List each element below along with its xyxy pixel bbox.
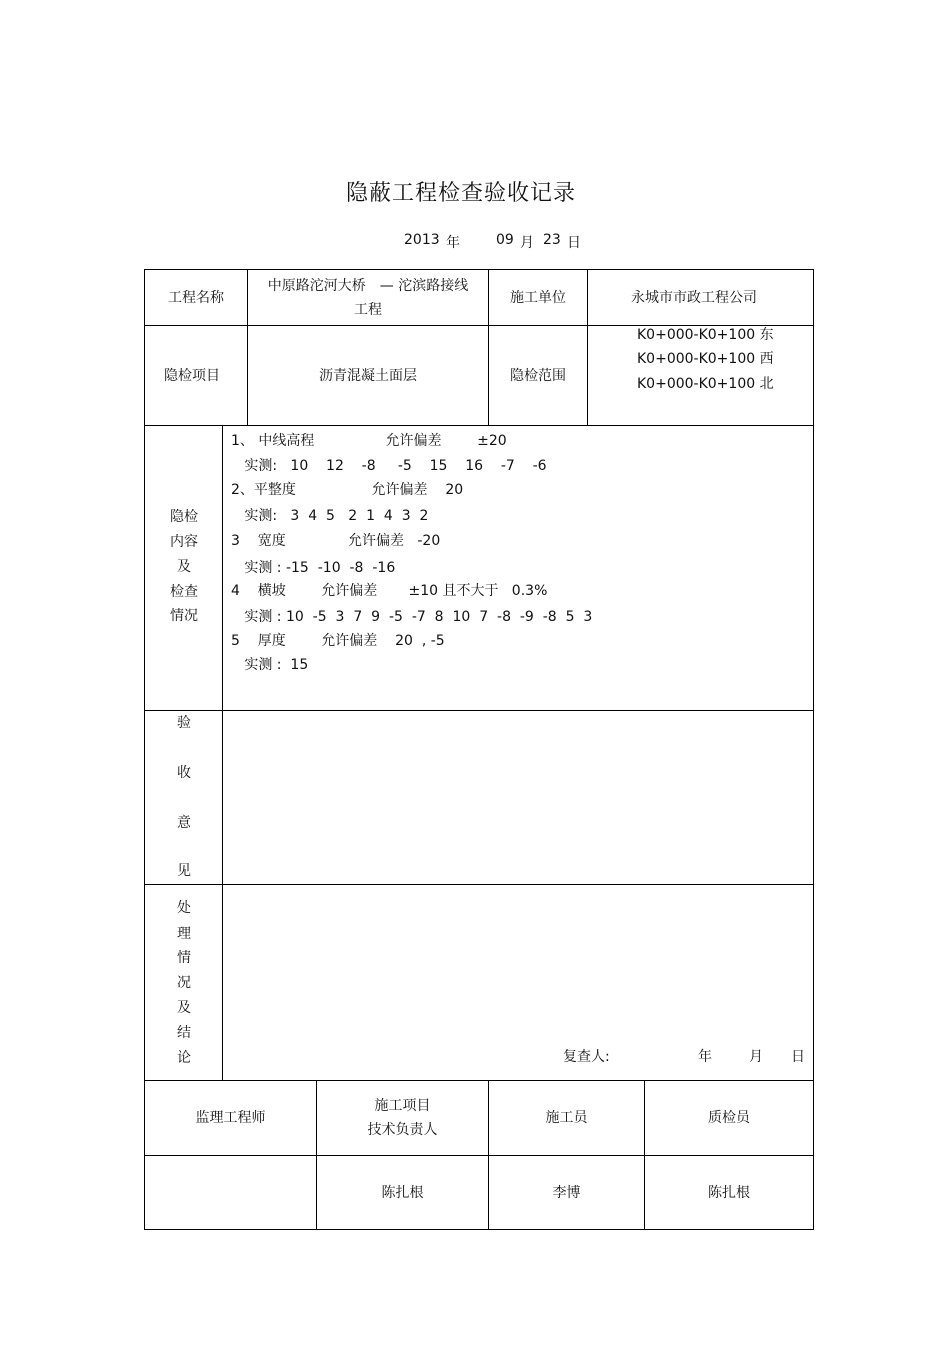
header-constructor-staff: 施工员 (545, 1110, 588, 1126)
document-title: 隐蔽工程检查验收记录 (345, 181, 576, 206)
inspection-line-1: 1、 中线高程 允许偏差 ±20 (231, 433, 507, 449)
review-day-unit: 日 (791, 1049, 805, 1065)
label-constructor: 施工单位 (510, 289, 566, 306)
date-year-unit: 年 (446, 235, 460, 251)
handling-label-5: 及 (177, 1000, 191, 1016)
inspection-label-3: 及 (177, 559, 191, 575)
handling-label-7: 论 (177, 1050, 191, 1066)
label-inspection-item: 隐检项目 (164, 367, 220, 384)
label-project-name: 工程名称 (168, 289, 224, 306)
project-name-line2: 工程 (354, 301, 382, 318)
inspection-line-6: 实测 : -15 -10 -8 -16 (231, 560, 396, 576)
inspection-line-7: 4 横坡 允许偏差 ±10 且不大于 0.3% (231, 583, 548, 599)
header-supervisor: 监理工程师 (195, 1110, 266, 1126)
handling-label-3: 情 (177, 950, 191, 966)
range-line-3: K0+000-K0+100 北 (637, 376, 774, 392)
sign-constructor-staff: 李博 (552, 1184, 581, 1201)
date-year: 2013 (404, 232, 440, 248)
handling-label-4: 况 (177, 975, 191, 991)
inspection-line-8: 实测 : 10 -5 3 7 9 -5 -7 8 10 7 -8 -9 -8 5 3 (231, 609, 593, 625)
date-day-unit: 日 (567, 235, 581, 251)
date-day: 23 (543, 232, 561, 248)
date-month-unit: 月 (520, 235, 534, 251)
label-inspection-range: 隐检范围 (510, 367, 566, 384)
header-quality-inspector: 质检员 (708, 1110, 750, 1126)
header-tech-lead-line1: 施工项目 (374, 1098, 431, 1114)
inspection-line-3: 2、平整度 允许偏差 20 (231, 482, 464, 498)
review-year-unit: 年 (698, 1049, 712, 1065)
handling-label-6: 结 (177, 1025, 191, 1041)
handling-label-2: 理 (177, 926, 191, 942)
inspection-item: 沥青混凝土面层 (319, 367, 417, 384)
acceptance-label-2: 收 (177, 765, 191, 781)
inspection-line-9: 5 厚度 允许偏差 20 , -5 (231, 633, 445, 649)
inspection-label-1: 隐检 (170, 509, 198, 525)
header-tech-lead (317, 1081, 488, 1155)
sign-supervisor (145, 1156, 316, 1229)
inspection-label-5: 情况 (170, 608, 198, 624)
range-line-2: K0+000-K0+100 西 (637, 351, 774, 367)
sign-tech-lead: 陈扎根 (381, 1184, 424, 1201)
reviewer-label: 复查人: (563, 1049, 610, 1065)
acceptance-label-1: 验 (177, 715, 191, 731)
constructor-name: 永城市市政工程公司 (631, 289, 757, 306)
inspection-label-2: 内容 (170, 534, 198, 550)
review-month-unit: 月 (749, 1049, 763, 1065)
header-tech-lead-line2: 技术负责人 (367, 1122, 438, 1138)
inspection-line-5: 3 宽度 允许偏差 -20 (231, 533, 441, 549)
handling-label-1: 处 (177, 900, 191, 916)
inspection-line-10: 实测 : 15 (231, 657, 309, 673)
project-name (248, 270, 488, 325)
range-line-1: K0+000-K0+100 东 (637, 327, 774, 343)
inspection-label-4: 检查 (170, 584, 198, 600)
project-name-line1: 中原路沱河大桥 — 沱滨路接线 (267, 277, 469, 294)
acceptance-label-4: 见 (177, 863, 191, 879)
date-month: 09 (496, 232, 514, 248)
sign-quality-inspector: 陈扎根 (708, 1184, 750, 1201)
inspection-line-4: 实测: 3 4 5 2 1 4 3 2 (231, 508, 429, 524)
acceptance-label-3: 意 (177, 815, 191, 831)
inspection-line-2: 实测: 10 12 -8 -5 15 16 -7 -6 (231, 458, 547, 474)
